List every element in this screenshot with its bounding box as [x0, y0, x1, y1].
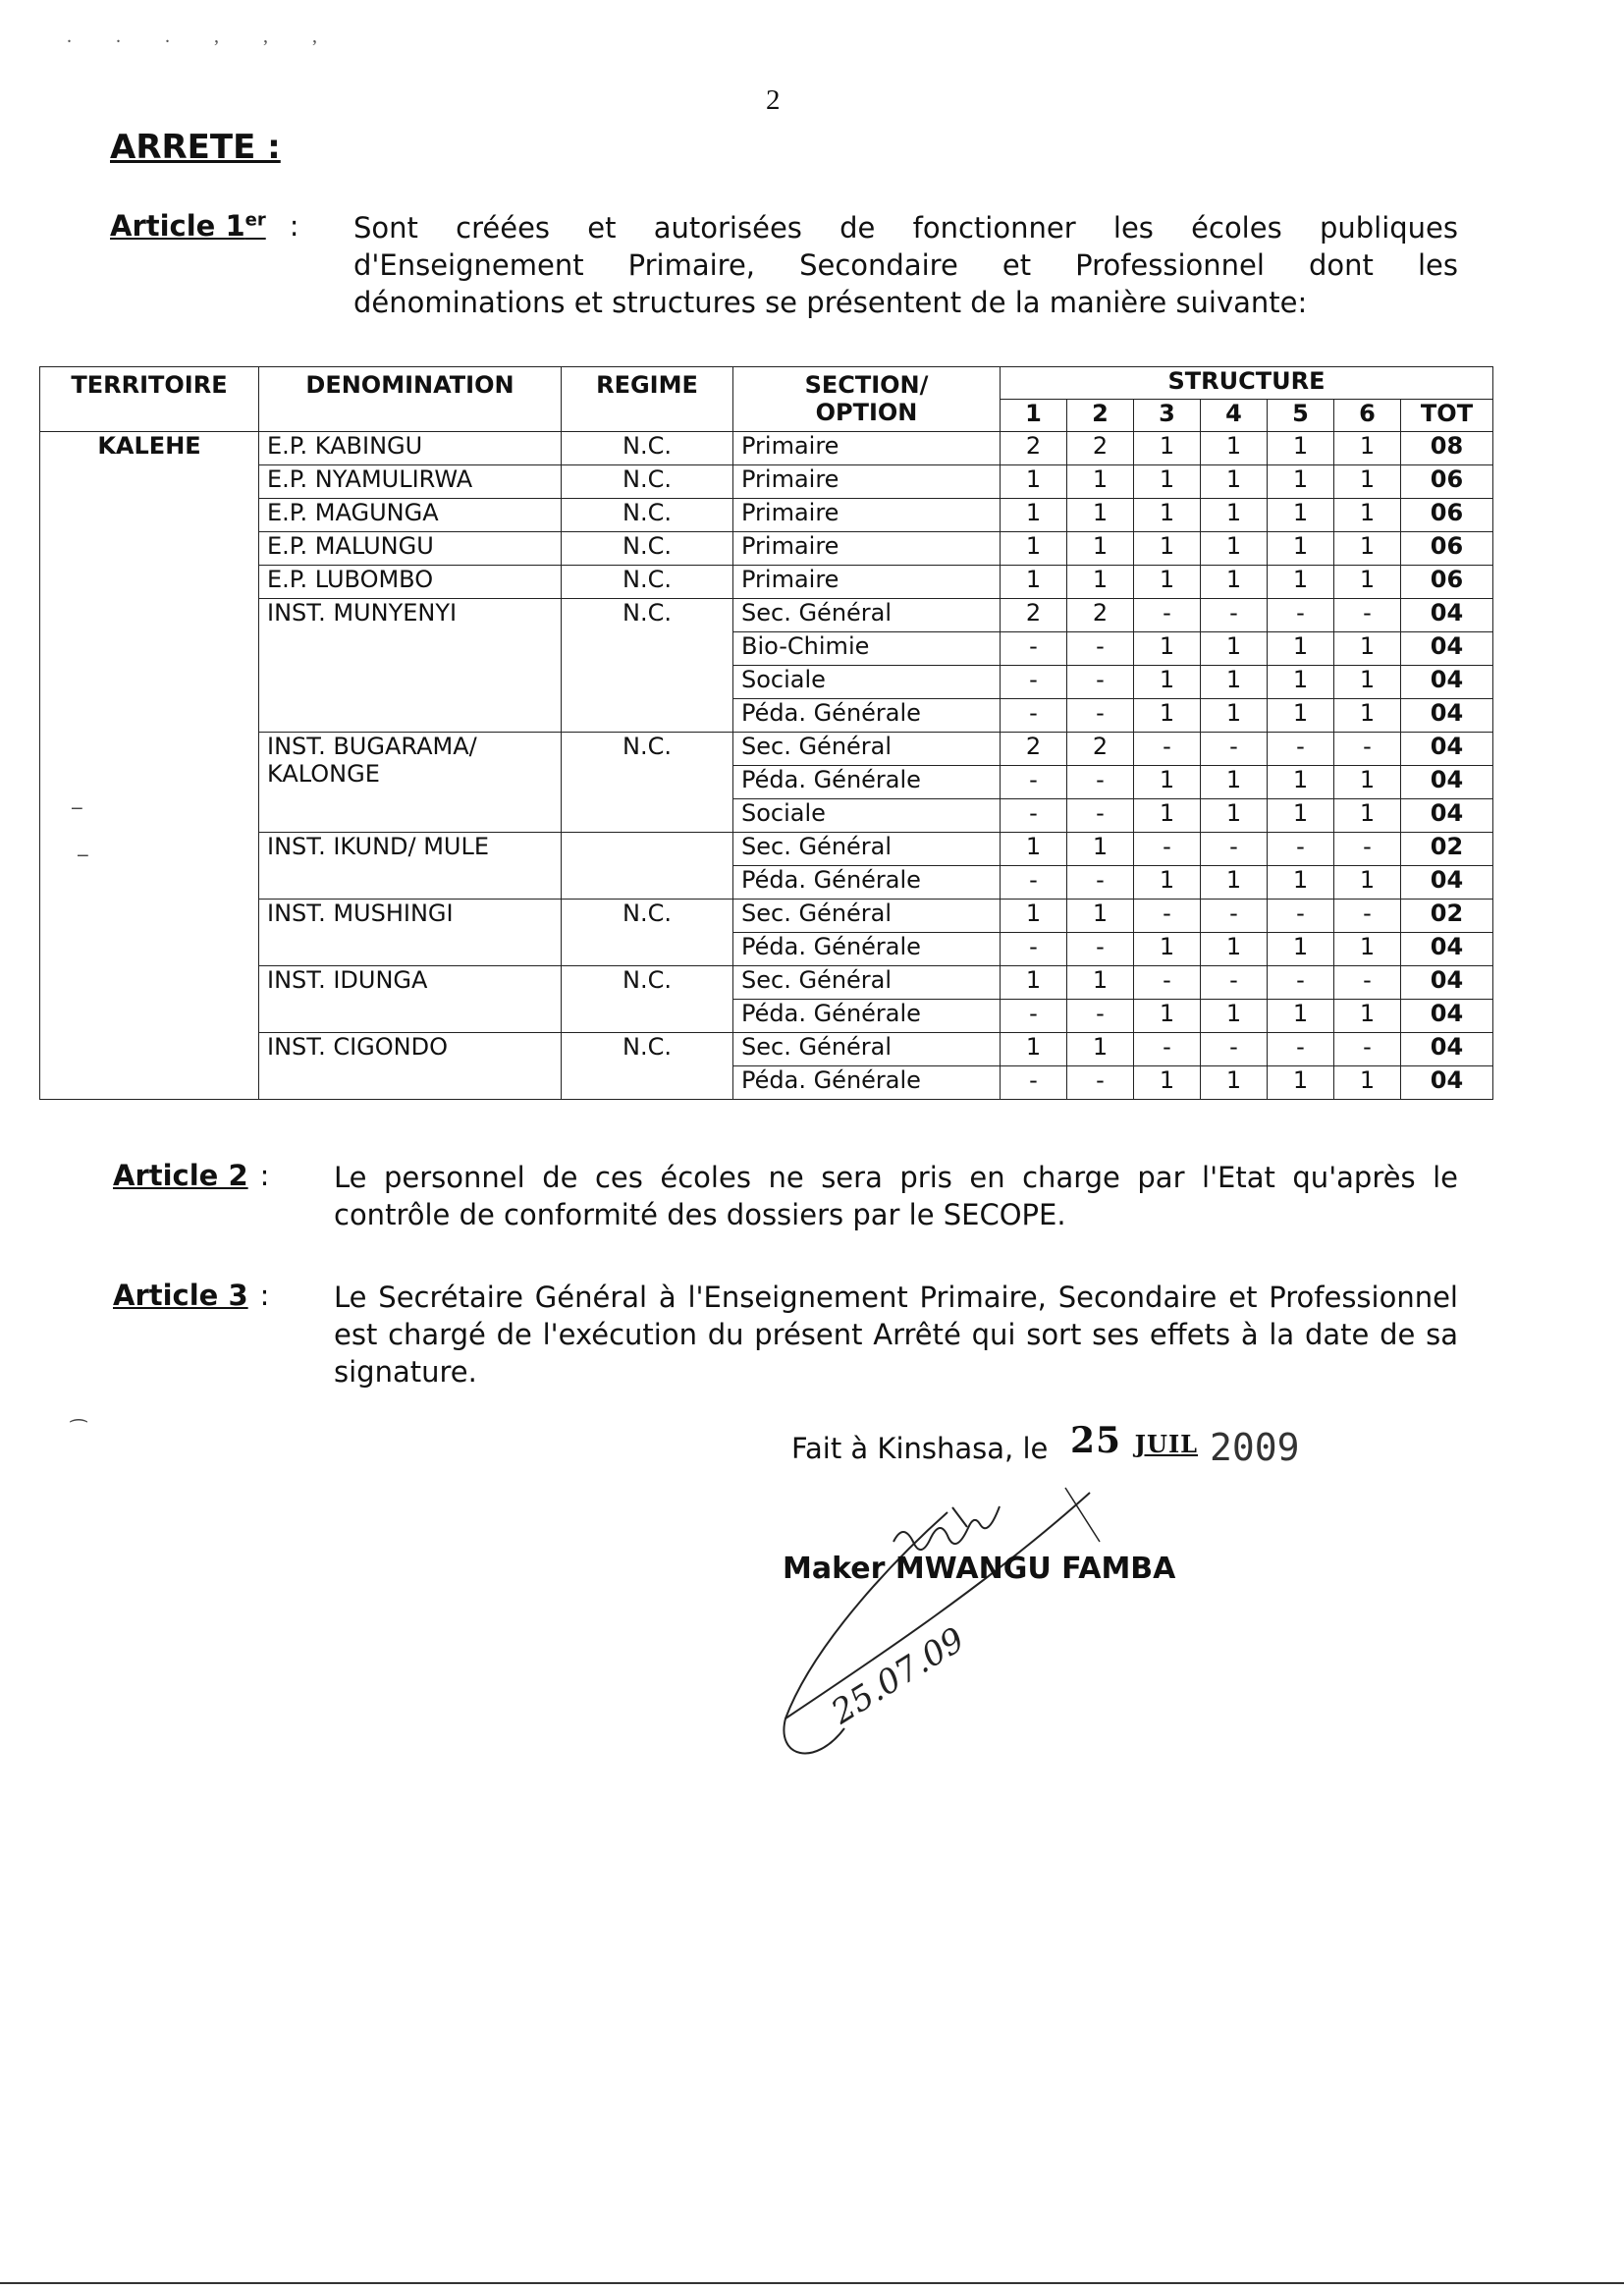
header-section-line1: SECTION/ — [804, 371, 929, 399]
total-cell: 04 — [1401, 933, 1493, 966]
denomination-cell — [259, 733, 562, 833]
structure-value-cell: 1 — [1334, 799, 1401, 833]
structure-value-cell: 2 — [1001, 733, 1067, 766]
structure-value-cell: 1 — [1334, 465, 1401, 499]
denomination-line: INST. BUGARAMA/ — [267, 733, 477, 760]
total-cell: 04 — [1401, 866, 1493, 900]
regime-cell: N.C. — [562, 499, 733, 532]
structure-value-cell: 1 — [1334, 1066, 1401, 1100]
structure-value-cell: - — [1134, 1033, 1201, 1066]
structure-value-cell: 1 — [1268, 1066, 1334, 1100]
section-cell: Primaire — [733, 532, 1001, 566]
structure-value-cell: - — [1268, 900, 1334, 933]
article-3-label: Article 3 : — [113, 1279, 270, 1312]
article-1-text: Sont créées et autorisées de fonctionner les écoles publiques d'Enseignement Primaire, Secondaire et Professionnel dont les dénominations et structures se présentent de la manière suivante: — [353, 211, 1458, 319]
regime-cell: N.C. — [562, 966, 733, 1033]
structure-value-cell: 1 — [1134, 465, 1201, 499]
structure-value-cell: 1 — [1134, 566, 1201, 599]
structure-value-cell: 1 — [1134, 532, 1201, 566]
total-cell: 06 — [1401, 566, 1493, 599]
structure-value-cell: 1 — [1201, 666, 1268, 699]
denomination-cell — [259, 432, 562, 465]
structure-value-cell: 1 — [1334, 1000, 1401, 1033]
total-cell: 04 — [1401, 632, 1493, 666]
structure-value-cell: - — [1201, 966, 1268, 1000]
total-cell: 04 — [1401, 1033, 1493, 1066]
structure-value-cell: 1 — [1334, 499, 1401, 532]
total-cell: 04 — [1401, 799, 1493, 833]
structure-value-cell: - — [1067, 1066, 1134, 1100]
structure-value-cell: 1 — [1201, 566, 1268, 599]
total-cell: 06 — [1401, 532, 1493, 566]
structure-value-cell: - — [1067, 699, 1134, 733]
structure-value-cell: - — [1334, 1033, 1401, 1066]
structure-value-cell: - — [1334, 599, 1401, 632]
section-cell: Primaire — [733, 465, 1001, 499]
structure-value-cell: - — [1001, 766, 1067, 799]
structure-value-cell: 1 — [1201, 632, 1268, 666]
regime-cell: N.C. — [562, 465, 733, 499]
section-cell: Péda. Générale — [733, 933, 1001, 966]
structure-value-cell: 2 — [1067, 733, 1134, 766]
structure-value-cell: 1 — [1134, 432, 1201, 465]
structure-value-cell: - — [1067, 1000, 1134, 1033]
header-structure-col-tot: TOT — [1401, 400, 1493, 432]
footer-rule — [0, 2282, 1624, 2284]
structure-value-cell: 1 — [1201, 465, 1268, 499]
header-structure-col-5: 5 — [1268, 400, 1334, 432]
total-cell: 08 — [1401, 432, 1493, 465]
header-territoire: TERRITOIRE — [40, 367, 259, 432]
denomination-line: INST. MUNYENYI — [267, 599, 458, 627]
total-cell: 06 — [1401, 499, 1493, 532]
structure-value-cell: 1 — [1201, 799, 1268, 833]
structure-value-cell: 1 — [1067, 900, 1134, 933]
structure-value-cell: 1 — [1201, 499, 1268, 532]
structure-value-cell: 2 — [1001, 432, 1067, 465]
structure-value-cell: - — [1268, 833, 1334, 866]
structure-value-cell: 1 — [1334, 933, 1401, 966]
date-stamp-year: 2009 — [1210, 1426, 1300, 1469]
structure-value-cell: 1 — [1134, 866, 1201, 900]
structure-value-cell: 1 — [1067, 499, 1134, 532]
structure-value-cell: 1 — [1001, 465, 1067, 499]
structure-value-cell: 1 — [1334, 766, 1401, 799]
structure-value-cell: 1 — [1134, 933, 1201, 966]
structure-value-cell: 1 — [1201, 532, 1268, 566]
structure-value-cell: 1 — [1001, 566, 1067, 599]
section-cell: Péda. Générale — [733, 1000, 1001, 1033]
page-number: 2 — [766, 84, 781, 116]
structure-value-cell: 1 — [1334, 566, 1401, 599]
structure-value-cell: 1 — [1134, 799, 1201, 833]
section-cell: Sociale — [733, 666, 1001, 699]
total-cell: 04 — [1401, 1000, 1493, 1033]
article-2-text: Le personnel de ces écoles ne sera pris en charge par l'Etat qu'après le contrôle de conformité des dossiers par le SECOPE. — [334, 1161, 1458, 1231]
structure-value-cell: 1 — [1134, 766, 1201, 799]
table-header-row — [40, 367, 1493, 400]
structure-value-cell: 1 — [1334, 666, 1401, 699]
section-cell: Sec. Général — [733, 900, 1001, 933]
header-structure-col-2: 2 — [1067, 400, 1134, 432]
structure-value-cell: 2 — [1001, 599, 1067, 632]
header-structure-col-6: 6 — [1334, 400, 1401, 432]
structure-value-cell: 1 — [1067, 566, 1134, 599]
structure-value-cell: - — [1134, 966, 1201, 1000]
section-cell: Primaire — [733, 432, 1001, 465]
structure-value-cell: - — [1134, 833, 1201, 866]
structure-value-cell: 1 — [1201, 933, 1268, 966]
structure-value-cell: - — [1001, 1000, 1067, 1033]
structure-value-cell: - — [1201, 733, 1268, 766]
school-structure-table — [39, 366, 1493, 1100]
article-1-title: Article 1er — [110, 209, 266, 243]
structure-value-cell: 1 — [1067, 465, 1134, 499]
structure-value-cell: - — [1001, 1066, 1067, 1100]
structure-value-cell: - — [1001, 699, 1067, 733]
structure-value-cell: 1 — [1334, 532, 1401, 566]
denomination-cell — [259, 465, 562, 499]
total-cell: 02 — [1401, 900, 1493, 933]
structure-value-cell: - — [1067, 666, 1134, 699]
structure-value-cell: 1 — [1001, 1033, 1067, 1066]
section-cell: Sec. Général — [733, 833, 1001, 866]
section-cell: Primaire — [733, 499, 1001, 532]
section-cell: Primaire — [733, 566, 1001, 599]
regime-cell: N.C. — [562, 566, 733, 599]
handwritten-signature — [756, 1473, 1267, 1807]
header-structure: STRUCTURE — [1001, 367, 1493, 400]
structure-value-cell: - — [1201, 900, 1268, 933]
date-stamp: 25 JUIL — [1070, 1420, 1199, 1461]
structure-value-cell: - — [1334, 966, 1401, 1000]
header-regime: REGIME — [562, 367, 733, 432]
structure-value-cell: 1 — [1067, 1033, 1134, 1066]
signer-name: Maker MWANGU FAMBA — [783, 1552, 1176, 1586]
regime-cell: N.C. — [562, 432, 733, 465]
header-section-line2: OPTION — [815, 399, 918, 426]
structure-value-cell: - — [1268, 1033, 1334, 1066]
structure-value-cell: 1 — [1201, 1000, 1268, 1033]
section-cell: Péda. Générale — [733, 699, 1001, 733]
denomination-cell — [259, 1033, 562, 1100]
structure-value-cell: 1 — [1334, 699, 1401, 733]
structure-value-cell: - — [1067, 632, 1134, 666]
denomination-cell — [259, 499, 562, 532]
denomination-line: KALONGE — [267, 760, 380, 788]
section-cell: Péda. Générale — [733, 866, 1001, 900]
structure-value-cell: 1 — [1268, 432, 1334, 465]
total-cell: 04 — [1401, 733, 1493, 766]
structure-value-cell: - — [1067, 866, 1134, 900]
margin-mark: ⁀ — [71, 1419, 87, 1443]
structure-value-cell: 1 — [1268, 866, 1334, 900]
structure-value-cell: - — [1001, 666, 1067, 699]
structure-value-cell: 1 — [1134, 1000, 1201, 1033]
structure-value-cell: 1 — [1201, 432, 1268, 465]
structure-value-cell: 1 — [1201, 699, 1268, 733]
handwritten-date: 25.07.09 — [825, 1619, 972, 1732]
section-cell: Sec. Général — [733, 966, 1001, 1000]
denomination-cell — [259, 599, 562, 733]
structure-value-cell: 1 — [1334, 432, 1401, 465]
structure-value-cell: - — [1334, 900, 1401, 933]
regime-cell: N.C. — [562, 733, 733, 833]
structure-value-cell: 1 — [1001, 900, 1067, 933]
denomination-line: E.P. KABINGU — [267, 432, 423, 460]
margin-mark: ‒ — [77, 843, 89, 866]
structure-value-cell: - — [1001, 799, 1067, 833]
structure-value-cell: - — [1001, 632, 1067, 666]
structure-value-cell: 1 — [1001, 833, 1067, 866]
structure-value-cell: 1 — [1268, 566, 1334, 599]
total-cell: 04 — [1401, 599, 1493, 632]
structure-value-cell: 1 — [1067, 532, 1134, 566]
section-cell: Sociale — [733, 799, 1001, 833]
section-cell: Sec. Général — [733, 599, 1001, 632]
structure-value-cell: 1 — [1268, 699, 1334, 733]
structure-value-cell: - — [1134, 599, 1201, 632]
regime-cell: N.C. — [562, 532, 733, 566]
table-row — [40, 432, 1493, 465]
structure-value-cell: 1 — [1134, 499, 1201, 532]
total-cell: 06 — [1401, 465, 1493, 499]
structure-value-cell: 1 — [1268, 632, 1334, 666]
structure-value-cell: 1 — [1067, 966, 1134, 1000]
structure-value-cell: 1 — [1334, 632, 1401, 666]
denomination-line: INST. IDUNGA — [267, 966, 428, 994]
structure-value-cell: - — [1067, 766, 1134, 799]
header-denomination: DENOMINATION — [259, 367, 562, 432]
regime-cell — [562, 833, 733, 900]
section-cell: Péda. Générale — [733, 766, 1001, 799]
margin-mark: ‒ — [71, 795, 83, 819]
structure-value-cell: 1 — [1268, 933, 1334, 966]
structure-value-cell: 1 — [1001, 966, 1067, 1000]
structure-value-cell: 1 — [1001, 532, 1067, 566]
total-cell: 04 — [1401, 1066, 1493, 1100]
structure-value-cell: 1 — [1268, 499, 1334, 532]
structure-value-cell: - — [1201, 599, 1268, 632]
denomination-line: E.P. MALUNGU — [267, 532, 434, 560]
structure-value-cell: 1 — [1268, 666, 1334, 699]
article-2-label: Article 2 : — [113, 1159, 270, 1192]
regime-cell: N.C. — [562, 900, 733, 966]
structure-value-cell: - — [1067, 933, 1134, 966]
denomination-line: E.P. MAGUNGA — [267, 499, 439, 526]
denomination-line: E.P. LUBOMBO — [267, 566, 434, 593]
structure-value-cell: 1 — [1134, 699, 1201, 733]
structure-value-cell: - — [1201, 833, 1268, 866]
denomination-line: E.P. NYAMULIRWA — [267, 465, 473, 493]
total-cell: 04 — [1401, 966, 1493, 1000]
structure-value-cell: - — [1334, 733, 1401, 766]
structure-value-cell: 1 — [1134, 632, 1201, 666]
structure-value-cell: 1 — [1334, 866, 1401, 900]
territoire-cell: KALEHE — [40, 432, 259, 1100]
structure-value-cell: - — [1001, 866, 1067, 900]
structure-value-cell: 1 — [1268, 1000, 1334, 1033]
article-1-label: Article 1er : — [110, 209, 299, 243]
total-cell: 04 — [1401, 699, 1493, 733]
place-date-line: Fait à Kinshasa, le — [791, 1432, 1049, 1465]
structure-value-cell: 1 — [1201, 866, 1268, 900]
structure-value-cell: 1 — [1134, 666, 1201, 699]
section-cell: Bio-Chimie — [733, 632, 1001, 666]
structure-value-cell: 1 — [1134, 1066, 1201, 1100]
header-section — [733, 367, 1001, 432]
denomination-cell — [259, 532, 562, 566]
structure-value-cell: - — [1334, 833, 1401, 866]
structure-value-cell: 1 — [1268, 766, 1334, 799]
denomination-line: INST. CIGONDO — [267, 1033, 448, 1061]
denomination-cell — [259, 566, 562, 599]
structure-value-cell: - — [1268, 733, 1334, 766]
structure-value-cell: 1 — [1201, 1066, 1268, 1100]
structure-value-cell: 2 — [1067, 599, 1134, 632]
structure-value-cell: - — [1268, 966, 1334, 1000]
section-cell: Sec. Général — [733, 1033, 1001, 1066]
section-cell: Sec. Général — [733, 733, 1001, 766]
denomination-line: INST. IKUND/ MULE — [267, 833, 490, 860]
structure-value-cell: - — [1134, 900, 1201, 933]
section-cell: Péda. Générale — [733, 1066, 1001, 1100]
structure-value-cell: 2 — [1067, 432, 1134, 465]
article-3-text: Le Secrétaire Général à l'Enseignement Primaire, Secondaire et Professionnel est chargé de l'exécution du présent Arrêté qui sort ses effets à la date de sa signature. — [334, 1281, 1458, 1389]
structure-value-cell: - — [1201, 1033, 1268, 1066]
structure-value-cell: 1 — [1268, 532, 1334, 566]
denomination-cell — [259, 900, 562, 966]
total-cell: 04 — [1401, 766, 1493, 799]
regime-cell: N.C. — [562, 1033, 733, 1100]
structure-value-cell: - — [1134, 733, 1201, 766]
decree-heading: ARRETE : — [110, 128, 281, 167]
structure-value-cell: 1 — [1067, 833, 1134, 866]
structure-value-cell: 1 — [1268, 799, 1334, 833]
denomination-line: INST. MUSHINGI — [267, 900, 454, 927]
scan-marks: . . . , , , — [67, 26, 337, 47]
structure-value-cell: - — [1001, 933, 1067, 966]
total-cell: 04 — [1401, 666, 1493, 699]
structure-value-cell: 1 — [1268, 465, 1334, 499]
header-structure-col-1: 1 — [1001, 400, 1067, 432]
structure-value-cell: - — [1268, 599, 1334, 632]
regime-cell: N.C. — [562, 599, 733, 733]
total-cell: 02 — [1401, 833, 1493, 866]
header-structure-col-4: 4 — [1201, 400, 1268, 432]
denomination-cell — [259, 966, 562, 1033]
structure-value-cell: 1 — [1201, 766, 1268, 799]
header-structure-col-3: 3 — [1134, 400, 1201, 432]
structure-value-cell: 1 — [1001, 499, 1067, 532]
structure-value-cell: - — [1067, 799, 1134, 833]
denomination-cell — [259, 833, 562, 900]
